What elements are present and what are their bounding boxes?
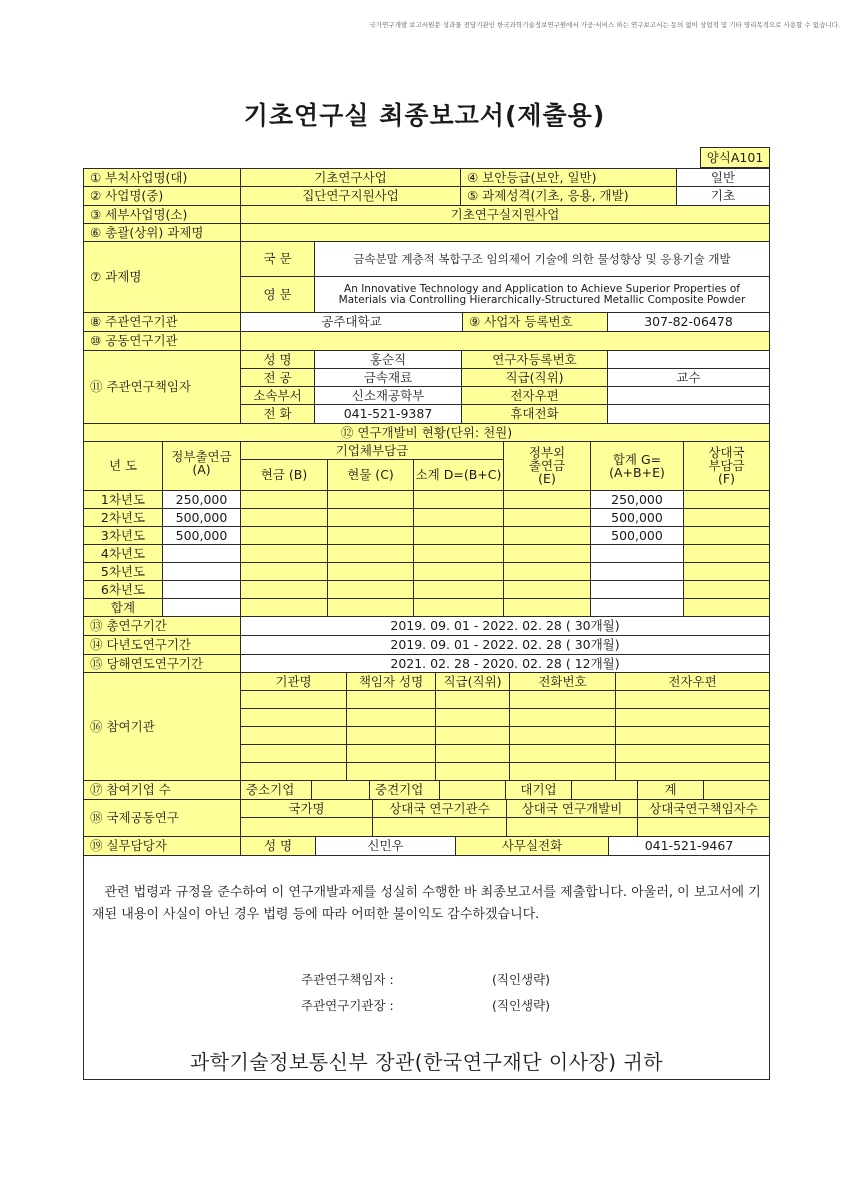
funding-partner — [683, 526, 770, 545]
label-security-level: ④ 보안등급(보안, 일반) — [460, 168, 677, 187]
head-sign-value: (직인생략) — [492, 998, 551, 1013]
value-total-period: 2019. 09. 01 - 2022. 02. 28 ( 30개월) — [240, 616, 770, 636]
participants-header-phone: 전화번호 — [509, 672, 616, 691]
funding-subtotal — [413, 580, 504, 599]
funding-gov: 250,000 — [162, 490, 241, 509]
participant-cell — [615, 708, 770, 727]
funding-total — [590, 562, 684, 581]
participant-cell — [240, 762, 347, 781]
funding-subtotal — [413, 598, 504, 617]
intl-header-budget: 상대국 연구개발비 — [506, 799, 638, 818]
funding-nongov — [503, 508, 591, 527]
funding-gov — [162, 562, 241, 581]
intl-header-pis: 상대국연구책임자수 — [637, 799, 770, 818]
value-co-institution — [240, 331, 770, 351]
value-sub-program: 기초연구실지원사업 — [240, 205, 770, 224]
funding-nongov — [503, 526, 591, 545]
value-companies-total — [703, 780, 770, 800]
funding-total — [590, 544, 684, 563]
form-code: 양식A101 — [700, 147, 770, 168]
label-companies: ⑰ 참여기업 수 — [83, 780, 241, 800]
funding-inkind — [327, 562, 414, 581]
label-pi-name: 성 명 — [240, 350, 315, 369]
funding-gov — [162, 580, 241, 599]
funding-year: 2차년도 — [83, 508, 163, 527]
label-program-name: ② 사업명(중) — [83, 186, 241, 206]
label-large: 대기업 — [505, 780, 572, 800]
funding-header-corp-group: 기업체부담금 — [240, 441, 504, 460]
declaration-sentence: 관련 법령과 규정을 준수하여 이 연구개발과제를 성실히 수행한 바 최종보고서를 제출합니다. 아울러, 이 보고서에 기재된 내용이 사실이 아닌 경우 법령 등에 따라 어떠한 불이익도 감수하겠습니다. — [92, 885, 761, 922]
label-sme: 중소기업 — [240, 780, 312, 800]
participants-header-leader: 책임자 성명 — [346, 672, 436, 691]
funding-total — [590, 580, 684, 599]
participant-cell — [346, 762, 436, 781]
funding-subtotal — [413, 526, 504, 545]
value-mid — [439, 780, 506, 800]
funding-nongov — [503, 580, 591, 599]
funding-year: 합계 — [83, 598, 163, 617]
label-total-period: ⑬ 총연구기간 — [83, 616, 241, 636]
value-current-year-period: 2021. 02. 28 - 2020. 02. 28 ( 12개월) — [240, 654, 770, 673]
funding-nongov — [503, 544, 591, 563]
funding-header-subtotal: 소계 D=(B+C) — [413, 459, 504, 491]
value-contact-name: 신민우 — [315, 836, 456, 856]
funding-cash — [240, 562, 328, 581]
participant-cell — [615, 762, 770, 781]
funding-nongov — [503, 598, 591, 617]
funding-total: 500,000 — [590, 508, 684, 527]
value-project-type: 기초 — [676, 186, 770, 206]
label-pi-phone: 전 화 — [240, 404, 315, 424]
funding-title: ⑫ 연구개발비 현황(단위: 천원) — [83, 423, 770, 442]
participant-cell — [509, 690, 616, 709]
funding-partner — [683, 562, 770, 581]
funding-cash — [240, 508, 328, 527]
participant-cell — [240, 690, 347, 709]
funding-partner — [683, 508, 770, 527]
intl-cell — [637, 817, 770, 837]
funding-inkind — [327, 598, 414, 617]
funding-total — [590, 598, 684, 617]
funding-year: 3차년도 — [83, 526, 163, 545]
funding-total: 250,000 — [590, 490, 684, 509]
value-pi-rank: 교수 — [607, 368, 770, 387]
value-contact-phone: 041-521-9467 — [608, 836, 770, 856]
funding-cash — [240, 580, 328, 599]
funding-subtotal — [413, 490, 504, 509]
funding-subtotal — [413, 544, 504, 563]
participants-header-email: 전자우편 — [615, 672, 770, 691]
funding-total: 500,000 — [590, 526, 684, 545]
funding-gov — [162, 544, 241, 563]
funding-header-gov: 정부출연금 (A) — [162, 441, 241, 491]
participant-cell — [435, 762, 510, 781]
funding-inkind — [327, 580, 414, 599]
participant-cell — [435, 690, 510, 709]
participant-cell — [509, 726, 616, 745]
intl-header-country: 국가명 — [240, 799, 373, 818]
funding-subtotal — [413, 508, 504, 527]
participant-cell — [615, 690, 770, 709]
funding-header-inkind: 현물 (C) — [327, 459, 414, 491]
copyright-notice: 국가연구개발 보고서원문 성과물 전담기관인 한국과학기술정보연구원에서 가공·서비스 하는 연구보고서는 동의 없이 상업적 및 기타 영리목적으로 사용할 수 없습니다. — [369, 21, 840, 29]
label-current-year-period: ⑮ 당해연도연구기간 — [83, 654, 241, 673]
value-pi-email — [607, 386, 770, 405]
pi-sign-value: (직인생략) — [492, 972, 551, 987]
participant-cell — [615, 726, 770, 745]
participant-cell — [435, 726, 510, 745]
value-pi-major: 금속재료 — [314, 368, 462, 387]
funding-year: 5차년도 — [83, 562, 163, 581]
participant-cell — [509, 744, 616, 763]
participant-cell — [435, 708, 510, 727]
value-parent-project — [240, 223, 770, 242]
intl-cell — [240, 817, 373, 837]
funding-header-year: 년 도 — [83, 441, 163, 491]
funding-cash — [240, 490, 328, 509]
value-korean-title: 금속분말 계층적 복합구조 임의제어 기술에 의한 물성향상 및 응용기술 개발 — [314, 241, 770, 277]
value-pi-name: 홍순직 — [314, 350, 462, 369]
value-lead-institution: 공주대학교 — [240, 312, 463, 332]
label-business-reg-no: ⑨ 사업자 등록번호 — [462, 312, 608, 332]
funding-header-nongov: 정부외 출연금 (E) — [503, 441, 591, 491]
funding-nongov — [503, 490, 591, 509]
funding-gov: 500,000 — [162, 508, 241, 527]
label-contact: ⑲ 실무담당자 — [83, 836, 241, 856]
value-program-name: 집단연구지원사업 — [240, 186, 461, 206]
page-title: 기초연구실 최종보고서(제출용) — [243, 101, 606, 130]
participant-cell — [346, 690, 436, 709]
participant-cell — [509, 762, 616, 781]
funding-cash — [240, 526, 328, 545]
funding-header-cash: 현금 (B) — [240, 459, 328, 491]
funding-year: 1차년도 — [83, 490, 163, 509]
label-contact-phone: 사무실전화 — [455, 836, 609, 856]
participants-header-rank: 직급(직위) — [435, 672, 510, 691]
label-lead-institution: ⑧ 주관연구기관 — [83, 312, 241, 332]
label-pi-major: 전 공 — [240, 368, 315, 387]
label-pi-email: 전자우편 — [461, 386, 608, 405]
funding-inkind — [327, 526, 414, 545]
label-intl-research: ⑱ 국제공동연구 — [83, 799, 241, 837]
participant-cell — [240, 726, 347, 745]
label-pi-rank: 직급(직위) — [461, 368, 608, 387]
funding-partner — [683, 598, 770, 617]
label-mid: 중견기업 — [369, 780, 440, 800]
label-pi-mobile: 휴대전화 — [461, 404, 608, 424]
value-pi-phone: 041-521-9387 — [314, 404, 462, 424]
funding-nongov — [503, 562, 591, 581]
value-pi-dept: 신소재공학부 — [314, 386, 462, 405]
label-pi-reg-no: 연구자등록번호 — [461, 350, 608, 369]
participant-cell — [346, 708, 436, 727]
label-contact-name: 성 명 — [240, 836, 316, 856]
intl-cell — [372, 817, 507, 837]
label-co-institution: ⑩ 공동연구기관 — [83, 331, 241, 351]
funding-inkind — [327, 490, 414, 509]
funding-header-partner: 상대국 부담금 (F) — [683, 441, 770, 491]
value-pi-mobile — [607, 404, 770, 424]
intl-cell — [506, 817, 638, 837]
label-sub-program: ③ 세부사업명(소) — [83, 205, 241, 224]
pi-sign-label: 주관연구책임자 : — [301, 972, 394, 987]
value-ministry-program: 기초연구사업 — [240, 168, 461, 187]
participant-cell — [509, 708, 616, 727]
value-pi-reg-no — [607, 350, 770, 369]
participant-cell — [346, 726, 436, 745]
participant-cell — [435, 744, 510, 763]
label-korean-title: 국 문 — [240, 241, 315, 277]
label-principal-investigator: ⑪ 주관연구책임자 — [83, 350, 241, 424]
funding-partner — [683, 490, 770, 509]
label-pi-dept: 소속부서 — [240, 386, 315, 405]
addressee: 과학기술정보통신부 장관(한국연구재단 이사장) 귀하 — [189, 1050, 664, 1074]
funding-year: 4차년도 — [83, 544, 163, 563]
label-english-title: 영 문 — [240, 276, 315, 313]
label-parent-project: ⑥ 총괄(상위) 과제명 — [83, 223, 241, 242]
funding-cash — [240, 544, 328, 563]
funding-subtotal — [413, 562, 504, 581]
value-business-reg-no: 307-82-06478 — [607, 312, 770, 332]
value-multi-year-period: 2019. 09. 01 - 2022. 02. 28 ( 30개월) — [240, 635, 770, 655]
participant-cell — [346, 744, 436, 763]
label-participants: ⑯ 참여기관 — [83, 672, 241, 781]
head-sign-label: 주관연구기관장 : — [301, 998, 394, 1013]
declaration-text — [92, 882, 764, 926]
participant-cell — [615, 744, 770, 763]
label-multi-year-period: ⑭ 다년도연구기간 — [83, 635, 241, 655]
label-project-title: ⑦ 과제명 — [83, 241, 241, 313]
value-sme — [311, 780, 370, 800]
label-ministry-program: ① 부처사업명(대) — [83, 168, 241, 187]
participant-cell — [240, 708, 347, 727]
value-english-title: An Innovative Technology and Application to Achieve Superior Properties of Materials via Controlling Hierarchically-Structured Metallic Composite Powder — [314, 276, 770, 313]
funding-partner — [683, 544, 770, 563]
funding-cash — [240, 598, 328, 617]
label-companies-total: 계 — [637, 780, 704, 800]
value-large — [571, 780, 638, 800]
funding-gov: 500,000 — [162, 526, 241, 545]
funding-gov — [162, 598, 241, 617]
value-security-level: 일반 — [676, 168, 770, 187]
declaration-box — [83, 855, 770, 1080]
label-project-type: ⑤ 과제성격(기초, 응용, 개발) — [460, 186, 677, 206]
funding-year: 6차년도 — [83, 580, 163, 599]
participants-header-org: 기관명 — [240, 672, 347, 691]
participant-cell — [240, 744, 347, 763]
funding-inkind — [327, 544, 414, 563]
funding-header-total: 합계 G=(A+B+E) — [590, 441, 684, 491]
intl-header-institutions: 상대국 연구기관수 — [372, 799, 507, 818]
funding-inkind — [327, 508, 414, 527]
funding-partner — [683, 580, 770, 599]
